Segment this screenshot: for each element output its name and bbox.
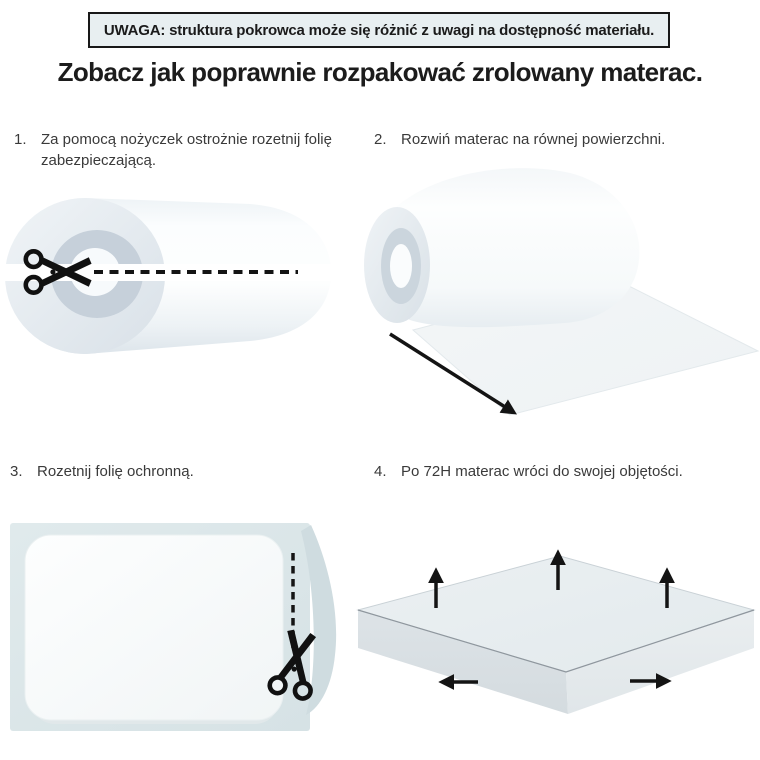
step-2-text: Rozwiń materac na równej powierzchni. <box>401 131 666 148</box>
illustration-expanding-mattress <box>355 545 760 730</box>
illustration-foil-cut <box>5 517 350 757</box>
step-3-number: 3. <box>10 463 23 480</box>
step-3-text: Rozetnij folię ochronną. <box>37 463 194 480</box>
step-3-label <box>10 461 360 482</box>
roll-hole <box>390 244 412 288</box>
illustration-rolled-mattress-cut <box>0 188 345 438</box>
notice-banner <box>88 12 670 48</box>
step-4-text: Po 72H materac wróci do swojej objętości. <box>401 463 683 480</box>
step-4-label <box>374 461 756 482</box>
step-4-number: 4. <box>374 463 387 480</box>
page-title: Zobacz jak poprawnie rozpakować zrolowany materac. <box>57 57 703 87</box>
mattress <box>25 535 283 720</box>
step-2-number: 2. <box>374 131 387 148</box>
step-2-label <box>374 129 756 150</box>
illustration-unrolling-mattress <box>355 162 760 424</box>
notice-text: UWAGA: struktura pokrowca może się różnić z uwagi na dostępność materiału. <box>103 21 655 39</box>
step-1-text: Za pomocą nożyczek ostrożnie rozetnij folię zabezpieczającą. <box>41 131 332 170</box>
step-1-label <box>14 129 344 172</box>
step-1-number: 1. <box>14 131 27 148</box>
